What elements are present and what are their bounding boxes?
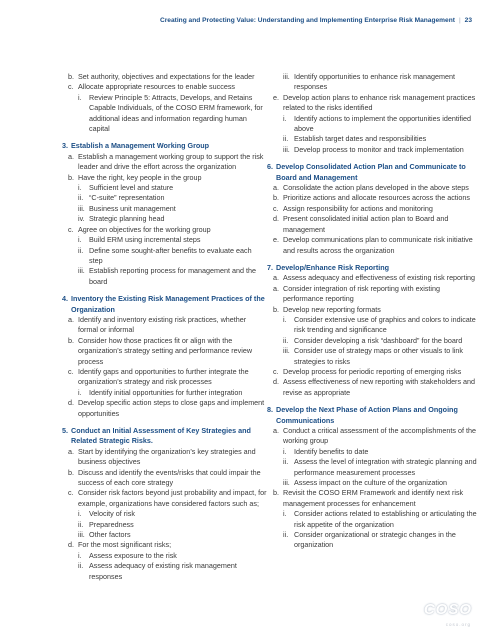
list-text: Identify opportunities to enhance risk management responses <box>294 72 456 92</box>
continued-list <box>267 72 477 155</box>
list-marker: a. <box>68 314 74 324</box>
sub-list-item <box>62 530 267 540</box>
list-text: Consider risk factors beyond just probability and impact, for example, organizations have considered factors such as; <box>78 488 267 508</box>
list-text: Assess adequacy and effectiveness of existing risk reporting <box>283 273 476 283</box>
list-marker: i. <box>283 509 287 519</box>
right-column <box>267 72 477 558</box>
sub-list-item <box>62 509 267 519</box>
list-marker: a. <box>273 283 279 293</box>
sub-list-item <box>267 315 477 336</box>
list-marker: ii. <box>283 457 289 467</box>
list-marker: ii. <box>283 134 289 144</box>
section-heading <box>62 141 267 151</box>
list-marker: ii. <box>283 335 289 345</box>
list-marker: c. <box>273 203 279 213</box>
section-heading <box>62 426 267 447</box>
sub-list-item <box>62 93 267 135</box>
list-marker: ii. <box>78 245 84 255</box>
section-title: Develop Consolidated Action Plan and Communicate to Board and Management <box>276 162 466 182</box>
section-title: Develop/Enhance Risk Reporting <box>276 262 390 272</box>
list-text: Velocity of risk <box>89 509 135 519</box>
list-text: Present consolidated initial action plan to Board and management <box>283 214 449 234</box>
list-text: Consider organizational or strategic changes in the organization <box>294 530 456 550</box>
section-number: 5. <box>62 426 68 435</box>
sub-list-item <box>267 114 477 135</box>
list-marker: a. <box>68 151 74 161</box>
list-text: Develop specific action steps to close gaps and implement opportunities <box>78 398 265 418</box>
list-text: Define some sought-after benefits to evaluate each step <box>89 245 252 265</box>
list-marker: b. <box>68 467 74 477</box>
list-item <box>267 367 477 377</box>
sub-list-item <box>267 457 477 478</box>
header-separator: | <box>458 17 461 24</box>
list-text: Have the right, key people in the group <box>78 172 202 182</box>
list-item <box>62 315 267 336</box>
list-marker: i. <box>78 183 82 193</box>
list-item <box>267 377 477 398</box>
list-text: Review Principle 5: Attracts, Develops, and Retains Capable Individuals, of the COSO ERM framework, for additional ideas and information regarding human capital <box>89 92 263 134</box>
sub-list-item <box>267 478 477 488</box>
list-item <box>267 204 477 214</box>
list-marker: d. <box>68 398 74 408</box>
list-marker: b. <box>273 193 279 203</box>
list-text: Business unit management <box>89 203 176 213</box>
list-marker: b. <box>273 488 279 498</box>
list-text: Sufficient level and stature <box>89 183 174 193</box>
section-title: Establish a Management Working Group <box>71 141 210 151</box>
sub-list-item <box>267 134 477 144</box>
list-marker: ii. <box>283 530 289 540</box>
list-marker: b. <box>273 304 279 314</box>
list-text: Prioritize actions and allocate resources across the actions <box>283 193 470 203</box>
list-text: Establish reporting process for management and the board <box>89 266 257 286</box>
list-item <box>267 426 477 447</box>
section-title: Inventory the Existing Risk Management Practices of the Organization <box>71 294 265 314</box>
list-text: Develop new reporting formats <box>283 304 381 314</box>
list-item <box>62 468 267 489</box>
list-text: Consider actions related to establishing or articulating the risk appetite of the organization <box>294 509 477 529</box>
section-number: 6. <box>267 162 273 172</box>
list-text: Identify gaps and opportunities to further integrate the organization’s strategy and risk processes <box>78 366 249 387</box>
list-marker: iii. <box>283 72 290 81</box>
sub-list-item <box>62 235 267 245</box>
list-item <box>267 183 477 193</box>
section-title: Develop the Next Phase of Action Plans and Ongoing Communications <box>276 405 458 425</box>
list-marker: ii. <box>78 193 84 203</box>
list-text: Identify initial opportunities for further integration <box>89 387 243 397</box>
continued-list <box>62 72 267 134</box>
list-marker: ii. <box>78 519 84 529</box>
sub-list-item <box>267 509 477 530</box>
list-item <box>62 173 267 183</box>
list-marker: c. <box>68 224 74 234</box>
list-marker: i. <box>78 92 82 102</box>
list-text: Establish a management working group to support the risk leader and drive the effort across the organization <box>78 151 264 172</box>
list-text: Consider use of strategy maps or other visuals to link strategies to risks <box>294 346 463 366</box>
list-text: Conduct a critical assessment of the accomplishments of the working group <box>283 426 476 446</box>
list-text: Establish target dates and responsibilities <box>294 134 427 144</box>
list-item <box>267 273 477 283</box>
list-marker: e. <box>273 235 279 245</box>
sub-list-item <box>267 346 477 367</box>
page-header <box>22 17 472 24</box>
section-heading <box>267 162 477 183</box>
list-text: Set authority, objectives and expectations for the leader <box>78 72 255 81</box>
list-marker: c. <box>68 366 74 376</box>
section-heading <box>267 405 477 426</box>
list-text: Assess effectiveness of new reporting with stakeholders and revise as appropriate <box>283 377 476 397</box>
sub-list-item <box>267 336 477 346</box>
list-item <box>62 398 267 419</box>
list-item <box>267 93 477 114</box>
section-6 <box>267 162 477 256</box>
list-text: Identify actions to implement the opportunities identified above <box>294 113 471 134</box>
list-text: Agree on objectives for the working group <box>78 224 211 234</box>
section-4 <box>62 294 267 419</box>
header-title: Creating and Protecting Value: Understanding and Implementing Enterprise Risk Management <box>159 17 455 24</box>
list-text: Assess exposure to the risk <box>89 550 177 560</box>
list-text: Strategic planning head <box>89 214 165 224</box>
list-item <box>62 225 267 235</box>
list-marker: ii. <box>78 561 84 571</box>
list-item <box>62 447 267 468</box>
logo-text: COSO <box>423 601 472 618</box>
list-marker: iii. <box>78 203 85 213</box>
logo-subtext: coso.org <box>445 622 471 627</box>
list-item <box>62 488 267 509</box>
sub-list-item <box>62 266 267 287</box>
list-marker: iii. <box>78 530 85 540</box>
section-7 <box>267 263 477 398</box>
section-title: Conduct an Initial Assessment of Key Strategies and Related Strategic Risks. <box>71 426 251 446</box>
list-text: Develop action plans to enhance risk management practices related to the risks identified <box>283 92 476 113</box>
section-5 <box>62 426 267 582</box>
section-number: 8. <box>267 405 273 415</box>
list-marker: iii. <box>78 266 85 276</box>
section-number: 3. <box>62 141 68 151</box>
list-text: Assess the level of integration with strategic planning and performance measurement processes <box>294 457 477 477</box>
list-text: “C-suite” representation <box>89 193 165 203</box>
sub-list-item <box>62 388 267 398</box>
sub-list-item <box>62 246 267 267</box>
list-item <box>267 214 477 235</box>
sub-list-item <box>62 204 267 214</box>
list-text: Identify and inventory existing risk practices, whether formal or informal <box>78 314 247 335</box>
list-marker: b. <box>68 335 74 345</box>
list-marker: c. <box>68 488 74 498</box>
list-marker: i. <box>78 235 82 245</box>
list-text: For the most significant risks; <box>78 540 172 550</box>
list-text: Revisit the COSO ERM Framework and identify next risk management processes for enhancement <box>283 488 464 508</box>
list-item <box>267 193 477 203</box>
left-column <box>62 72 267 589</box>
list-marker: d. <box>273 214 279 224</box>
list-text: Consider extensive use of graphics and colors to indicate risk trending and significance <box>294 314 476 335</box>
sub-list-item <box>62 183 267 193</box>
list-marker: b. <box>68 72 74 81</box>
sub-list-item <box>62 193 267 203</box>
list-text: Identify benefits to date <box>294 446 369 456</box>
list-marker: b. <box>68 172 74 182</box>
list-text: Build ERM using incremental steps <box>89 235 201 245</box>
list-marker: iii. <box>283 478 290 488</box>
list-marker: iii. <box>283 346 290 356</box>
list-item <box>62 152 267 173</box>
list-marker: a. <box>68 446 74 456</box>
page-number: 23 <box>464 17 472 24</box>
list-text: Develop process to monitor and track implementation <box>294 144 464 154</box>
list-marker: c. <box>273 366 279 376</box>
sub-list-item <box>267 72 477 93</box>
list-marker: i. <box>283 113 287 123</box>
list-text: Develop communications plan to communicate risk initiative and results across the organization <box>283 235 473 255</box>
list-item <box>62 367 267 388</box>
sub-list-item <box>62 520 267 530</box>
list-marker: i. <box>78 387 82 397</box>
section-3 <box>62 141 267 287</box>
list-marker: d. <box>68 540 74 550</box>
list-text: Assign responsibility for actions and monitoring <box>283 203 433 213</box>
list-marker: a. <box>273 426 279 435</box>
section-number: 7. <box>267 262 273 272</box>
list-marker: iii. <box>283 144 290 154</box>
list-text: Consider developing a risk “dashboard” for the board <box>294 335 463 345</box>
list-item <box>267 284 477 305</box>
sub-list-item <box>62 561 267 582</box>
section-heading <box>267 263 477 273</box>
list-item <box>267 488 477 509</box>
list-text: Assess adequacy of existing risk management responses <box>89 561 237 581</box>
list-marker: a. <box>273 273 279 283</box>
list-text: Discuss and identify the events/risks that could impair the success of each core strategy <box>78 467 261 488</box>
list-text: Develop process for periodic reporting of emerging risks <box>283 366 462 376</box>
list-text: Other factors <box>89 530 131 540</box>
list-marker: i. <box>283 446 287 456</box>
sub-list-item <box>267 447 477 457</box>
list-text: Allocate appropriate resources to enable success <box>78 82 236 92</box>
sub-list-item <box>267 145 477 155</box>
list-item <box>62 336 267 367</box>
list-text: Start by identifying the organization’s key strategies and business objectives <box>78 446 256 467</box>
list-item <box>267 305 477 315</box>
sub-list-item <box>267 530 477 551</box>
list-text: Consider how those practices fit or align with the organization’s strategy setting and performance review process <box>78 335 253 366</box>
list-marker: iv. <box>78 214 85 224</box>
list-text: Assess impact on the culture of the organization <box>294 478 448 488</box>
section-heading <box>62 294 267 315</box>
list-text: Consider integration of risk reporting with existing performance reporting <box>283 283 441 304</box>
list-item <box>62 540 267 550</box>
section-number: 4. <box>62 294 68 304</box>
list-item <box>267 235 477 256</box>
list-text: Consolidate the action plans developed in the above steps <box>283 183 469 193</box>
list-marker: c. <box>68 82 74 92</box>
sub-list-item <box>62 551 267 561</box>
list-marker: i. <box>78 550 82 560</box>
list-item <box>62 72 267 82</box>
list-marker: i. <box>78 509 82 519</box>
list-item <box>62 82 267 92</box>
list-marker: e. <box>273 92 279 102</box>
list-text: Preparedness <box>89 519 134 529</box>
sub-list-item <box>62 214 267 224</box>
list-marker: d. <box>273 377 279 387</box>
list-marker: i. <box>283 314 287 324</box>
list-marker: a. <box>273 183 279 193</box>
section-8 <box>267 405 477 551</box>
